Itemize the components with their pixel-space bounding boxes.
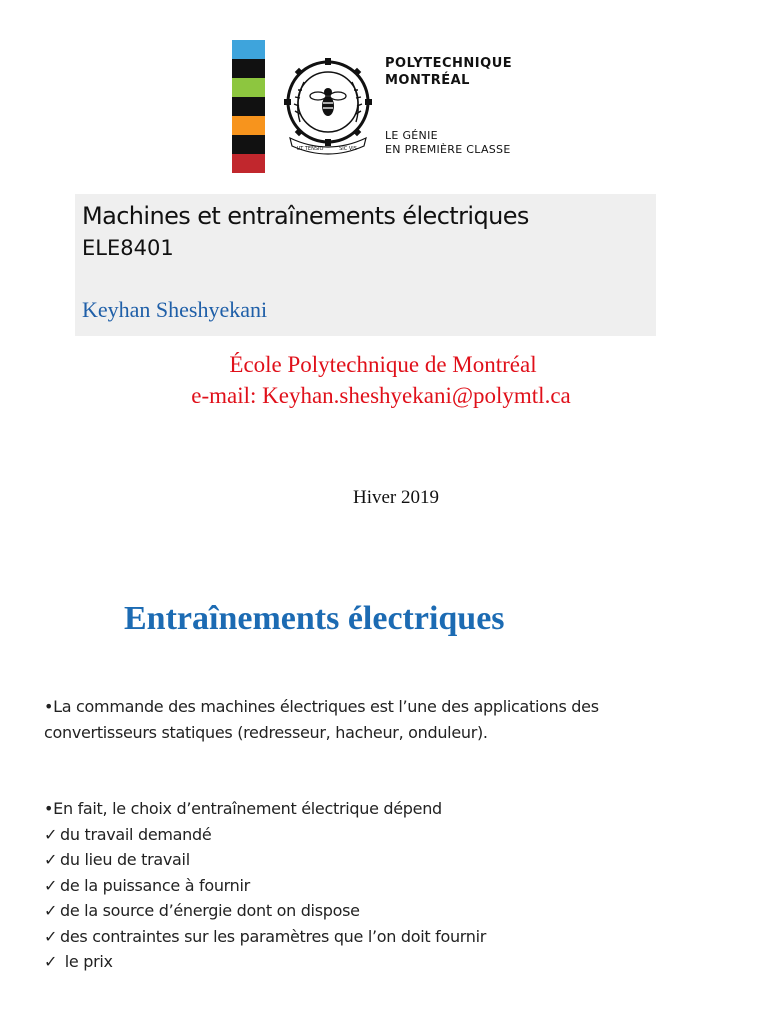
institution-email: e-mail: Keyhan.sheshyekani@polymtl.ca	[191, 383, 571, 408]
course-code: ELE8401	[82, 236, 174, 260]
list-item	[44, 949, 486, 975]
logo-tagline-line: LE GÉNIE	[385, 129, 438, 142]
logo-tagline-line: EN PREMIÈRE CLASSE	[385, 143, 511, 156]
logo-name-line: MONTRÉAL	[385, 73, 470, 88]
checkmark-icon: ✓	[44, 952, 58, 971]
checkmark-icon: ✓	[44, 901, 58, 920]
list-item-text: de la puissance à fournir	[60, 875, 250, 895]
logo-stripe	[232, 154, 265, 173]
emblem-motto-left: UT TENSIO	[296, 146, 324, 152]
emblem-motto-right: SIC VIS	[339, 146, 357, 152]
polytechnique-emblem-icon	[280, 52, 376, 156]
criteria-intro: •En fait, le choix d’entraînement électrique dépend	[44, 799, 442, 818]
list-item	[44, 898, 486, 924]
paragraph-line: convertisseurs statiques (redresseur, hacheur, onduleur).	[44, 722, 488, 742]
institution-name: École Polytechnique de Montréal	[229, 352, 537, 377]
checkmark-icon: ✓	[44, 850, 58, 869]
course-title-box	[75, 194, 656, 336]
logo-stripe	[232, 116, 265, 135]
list-item-text: le prix	[60, 952, 113, 971]
list-item	[44, 847, 486, 873]
list-item-text: du travail demandé	[60, 824, 212, 844]
logo-name-line: POLYTECHNIQUE	[385, 56, 513, 71]
logo-stripe	[232, 97, 265, 116]
logo-color-stripes	[232, 40, 265, 174]
checkmark-icon: ✓	[44, 926, 58, 946]
list-item-text: des contraintes sur les paramètres que l’on doit fournir	[60, 926, 487, 946]
criteria-checklist	[44, 822, 486, 975]
list-item	[44, 822, 486, 848]
checkmark-icon: ✓	[44, 824, 58, 844]
author-name: Keyhan Sheshyekani	[82, 297, 268, 322]
criteria-paragraph	[44, 796, 486, 975]
semester-label: Hiver 2019	[352, 487, 439, 508]
list-item	[44, 924, 486, 950]
course-title: Machines et entraînements électriques	[82, 202, 529, 230]
list-item	[44, 873, 486, 899]
logo-stripe	[232, 78, 265, 97]
logo-stripe	[232, 40, 265, 59]
logo-name	[385, 55, 512, 89]
logo-stripe	[232, 135, 265, 154]
checkmark-icon: ✓	[44, 875, 58, 895]
list-item-text: du lieu de travail	[60, 850, 190, 869]
logo-stripe	[232, 59, 265, 78]
intro-paragraph	[44, 694, 599, 745]
logo-tagline	[385, 129, 511, 157]
section-heading: Entraînements électriques	[124, 600, 505, 637]
list-item-text: de la source d’énergie dont on dispose	[60, 901, 360, 920]
paragraph-line: •La commande des machines électriques est l’une des applications des	[44, 697, 599, 716]
